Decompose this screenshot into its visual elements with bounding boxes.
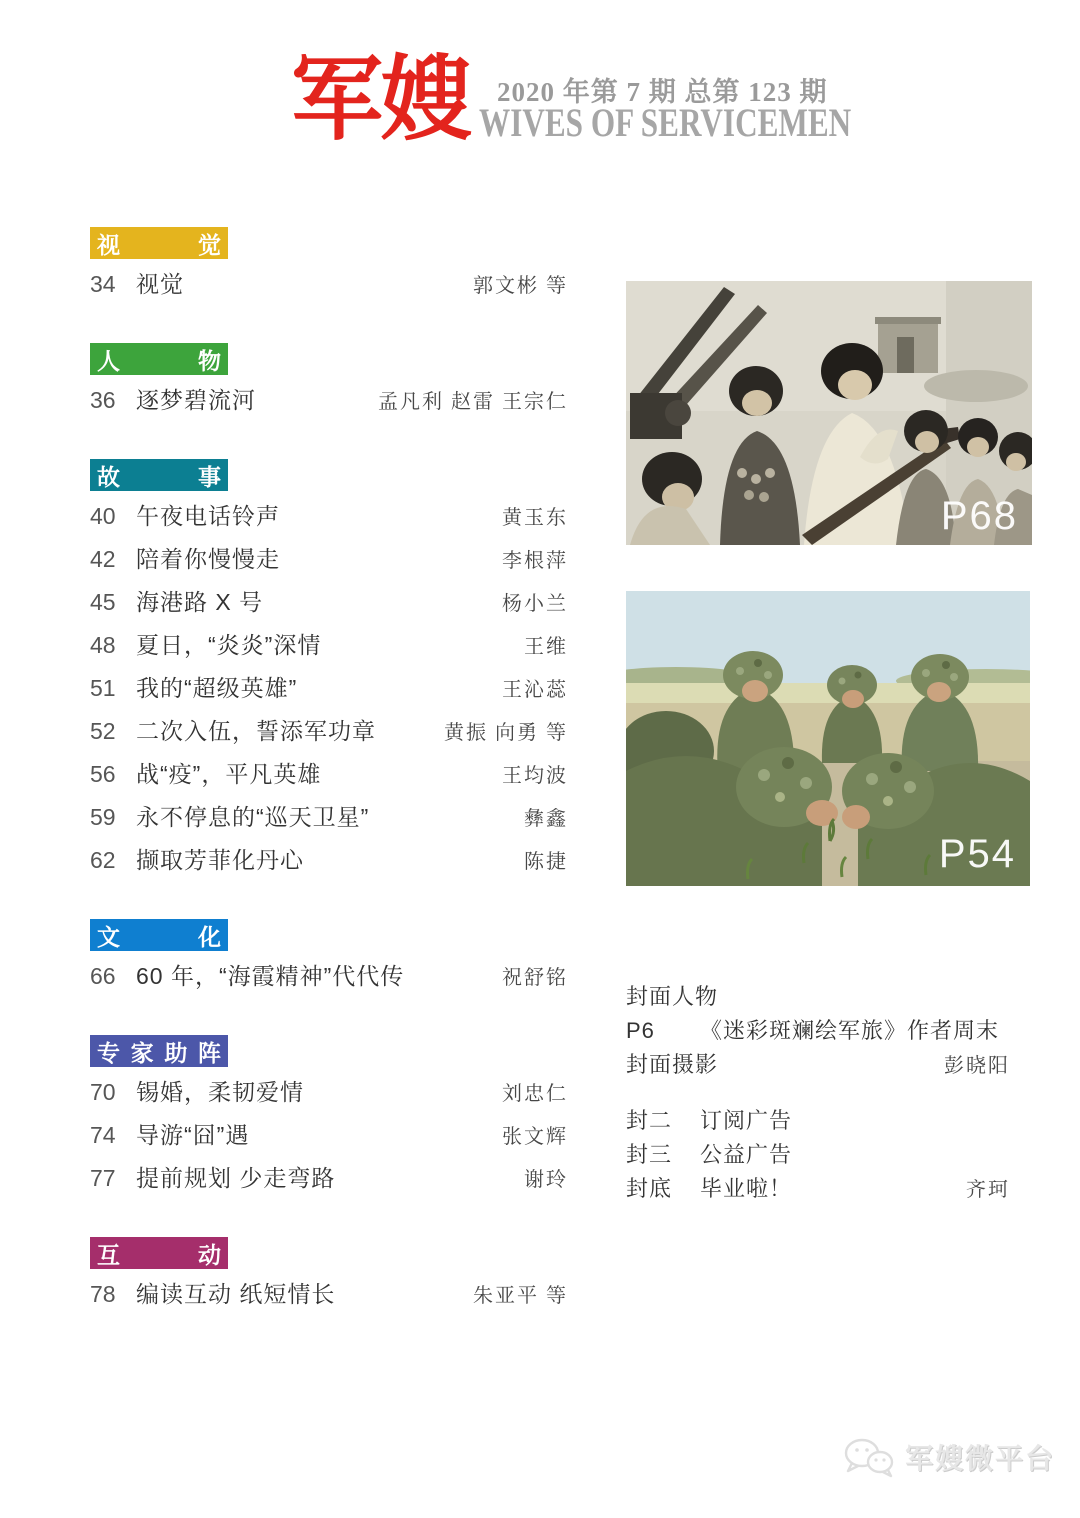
cover-line-title: 公益广告 bbox=[700, 1142, 793, 1167]
article-authors: 黄振 向勇 等 bbox=[444, 722, 568, 744]
photo-page-label: P68 bbox=[940, 494, 1018, 538]
article-title: 二次入伍，誓添军功章 bbox=[136, 718, 376, 744]
toc-entry bbox=[90, 501, 568, 531]
cover-line bbox=[626, 1016, 1010, 1046]
section-header-experts: 专 家 助 阵 bbox=[90, 1035, 228, 1067]
cover-line bbox=[626, 1174, 1010, 1204]
toc-entry bbox=[90, 1077, 568, 1107]
article-title: 逐梦碧流河 bbox=[136, 387, 256, 413]
page-number: 34 bbox=[90, 271, 116, 297]
article-title: 锡婚，柔韧爱情 bbox=[136, 1079, 304, 1105]
section-header-culture: 文 化 bbox=[90, 919, 228, 951]
page-number: 59 bbox=[90, 804, 116, 830]
page-number: 74 bbox=[90, 1122, 116, 1148]
section-culture bbox=[90, 919, 568, 991]
article-title: 午夜电话铃声 bbox=[136, 503, 280, 529]
toc-entry bbox=[90, 716, 568, 746]
page-number: 45 bbox=[90, 589, 116, 615]
magazine-english-title: WIVES OF SERVICEMEN bbox=[479, 100, 852, 145]
article-title: 60 年，“海霞精神”代代传 bbox=[136, 963, 405, 989]
cover-line-label: P6 bbox=[626, 1018, 655, 1043]
article-title: 导游“囧”遇 bbox=[136, 1122, 250, 1148]
cover-line bbox=[626, 1140, 1010, 1170]
magazine-logo: 军嫂 bbox=[291, 49, 470, 151]
cover-line-title: 毕业啦！ bbox=[700, 1176, 793, 1201]
toc-entry bbox=[90, 845, 568, 875]
toc-entry bbox=[90, 630, 568, 660]
cover-line-title: 订阅广告 bbox=[700, 1108, 793, 1133]
article-title: 我的“超级英雄” bbox=[136, 675, 298, 701]
article-authors: 张文辉 bbox=[502, 1126, 568, 1148]
toc-entry bbox=[90, 269, 568, 299]
article-authors: 郭文彬 等 bbox=[473, 275, 568, 297]
article-authors: 祝舒铭 bbox=[502, 967, 568, 989]
cover-line bbox=[626, 1106, 1010, 1136]
section-visual bbox=[90, 227, 568, 299]
article-title: 陪着你慢慢走 bbox=[136, 546, 280, 572]
article-title: 编读互动 纸短情长 bbox=[136, 1281, 336, 1307]
page-number: 77 bbox=[90, 1165, 116, 1191]
article-title: 提前规划 少走弯路 bbox=[136, 1165, 336, 1191]
article-authors: 王维 bbox=[524, 636, 568, 658]
page-number: 40 bbox=[90, 503, 116, 529]
toc-entry bbox=[90, 1163, 568, 1193]
cover-line-label: 封二 bbox=[626, 1108, 673, 1133]
toc-entry bbox=[90, 802, 568, 832]
page-number: 62 bbox=[90, 847, 116, 873]
toc-entry bbox=[90, 587, 568, 617]
wechat-icon bbox=[843, 1436, 895, 1478]
article-authors: 王沁蕊 bbox=[502, 679, 568, 701]
page-number: 48 bbox=[90, 632, 116, 658]
toc-entry bbox=[90, 961, 568, 991]
article-authors: 杨小兰 bbox=[502, 593, 568, 615]
toc-entry bbox=[90, 544, 568, 574]
page-number: 70 bbox=[90, 1079, 116, 1105]
photo-page-label: P54 bbox=[938, 832, 1016, 876]
section-header-visual: 视 觉 bbox=[90, 227, 228, 259]
page-number: 36 bbox=[90, 387, 116, 413]
section-header-interaction: 互 动 bbox=[90, 1237, 228, 1269]
watermark-text: 军嫂微平台 bbox=[905, 1443, 1056, 1474]
cover-line-author: 彭晓阳 bbox=[944, 1055, 1010, 1077]
toc-entry bbox=[90, 673, 568, 703]
section-experts bbox=[90, 1035, 568, 1193]
article-authors: 刘忠仁 bbox=[502, 1083, 568, 1105]
page-number: 56 bbox=[90, 761, 116, 787]
page-number: 78 bbox=[90, 1281, 116, 1307]
page-number: 66 bbox=[90, 963, 116, 989]
article-title: 海港路 X 号 bbox=[136, 589, 264, 615]
article-title: 夏日，“炎炎”深情 bbox=[136, 632, 322, 658]
section-header-people: 人 物 bbox=[90, 343, 228, 375]
page-number: 42 bbox=[90, 546, 116, 572]
article-authors: 李根萍 bbox=[502, 550, 568, 572]
cover-line-title: 《迷彩斑斓绘军旅》作者周末 bbox=[700, 1018, 1000, 1043]
cover-info-block bbox=[626, 982, 1010, 1204]
article-title: 视觉 bbox=[136, 271, 184, 297]
cover-line-label: 封面摄影 bbox=[626, 1052, 719, 1077]
cover-line-label: 封底 bbox=[626, 1176, 673, 1201]
toc-entry bbox=[90, 1279, 568, 1309]
article-title: 撷取芳菲化丹心 bbox=[136, 847, 304, 873]
toc-entry bbox=[90, 1120, 568, 1150]
article-authors: 黄玉东 bbox=[502, 507, 568, 529]
page-number: 52 bbox=[90, 718, 116, 744]
section-header-stories: 故 事 bbox=[90, 459, 228, 491]
article-authors: 朱亚平 等 bbox=[473, 1285, 568, 1307]
cover-person-heading: 封面人物 bbox=[626, 984, 719, 1009]
wechat-platform-watermark bbox=[843, 1436, 1055, 1478]
table-of-contents bbox=[90, 227, 568, 1322]
article-authors: 陈捷 bbox=[524, 851, 568, 873]
section-people bbox=[90, 343, 568, 415]
article-title: 永不停息的“巡天卫星” bbox=[136, 804, 370, 830]
article-authors: 孟凡利 赵雷 王宗仁 bbox=[378, 391, 568, 413]
cover-line-label: 封三 bbox=[626, 1142, 673, 1167]
article-title: 战“疫”，平凡英雄 bbox=[136, 761, 322, 787]
article-authors: 彝鑫 bbox=[524, 808, 568, 830]
article-authors: 谢玲 bbox=[524, 1169, 568, 1191]
cover-line bbox=[626, 1050, 1010, 1080]
issue-number: 2020 年第 7 期 总第 123 期 bbox=[497, 77, 828, 107]
article-authors: 王均波 bbox=[502, 765, 568, 787]
photo-p54-soldiers bbox=[626, 591, 1030, 886]
page-number: 51 bbox=[90, 675, 116, 701]
cover-line-author: 齐珂 bbox=[966, 1179, 1010, 1201]
toc-entry bbox=[90, 759, 568, 789]
section-stories bbox=[90, 459, 568, 875]
section-interaction bbox=[90, 1237, 568, 1309]
photo-p68-militia-women bbox=[626, 281, 1032, 545]
toc-entry bbox=[90, 385, 568, 415]
